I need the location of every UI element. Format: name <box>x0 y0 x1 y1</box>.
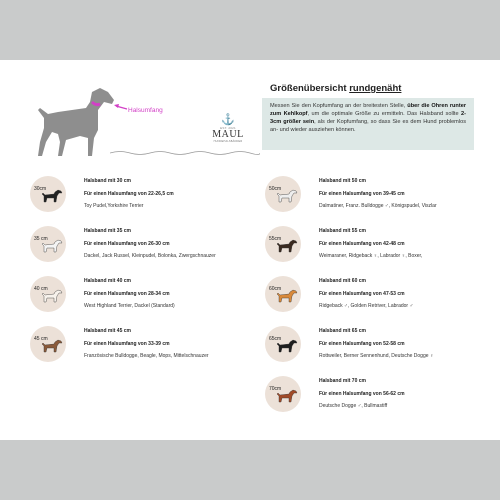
dog-icon <box>276 339 298 353</box>
size-item <box>265 326 465 370</box>
dog-silhouette-icon <box>30 80 120 160</box>
size-title: Halsband mit 55 cm <box>319 228 366 234</box>
size-breeds: Ridgeback ♂, Golden Retriver, Labrador ♂ <box>319 303 414 309</box>
size-range: Für einen Halsumfang von 28-34 cm <box>84 291 170 297</box>
size-label: 55cm <box>269 236 282 242</box>
size-title: Halsband mit 70 cm <box>319 378 366 384</box>
size-breeds: Deutsche Dogge ♂, Bullmastiff <box>319 403 388 409</box>
size-item <box>30 226 230 270</box>
size-item <box>30 276 230 320</box>
size-title: Halsband mit 40 cm <box>84 278 131 284</box>
size-title: Halsband mit 60 cm <box>319 278 366 284</box>
measuring-instructions: Messen Sie den Kopfumfang an der breitesten Stelle, über die Ohren runter zum Kehlkopf, um die optimale Größe zu ermitteln. Das Halsband sollte 2-3cm größer sein, als der Kopfumfang, so dass Sie es dem Hund problemlos an- und wieder ausziehen können. <box>270 103 466 133</box>
dog-icon <box>276 389 298 403</box>
size-range: Für einen Halsumfang von 26-30 cm <box>84 241 170 247</box>
size-title: Halsband mit 45 cm <box>84 328 131 334</box>
dog-icon <box>276 289 298 303</box>
size-breeds: Rottweiler, Berner Sennenhund, Deutsche Dogge ♀ <box>319 353 434 359</box>
size-range: Für einen Halsumfang von 22-26,5 cm <box>84 191 174 197</box>
size-title: Halsband mit 50 cm <box>319 178 366 184</box>
dog-icon <box>41 189 63 203</box>
size-breeds: Dalmatiner, Franz. Bulldogge ♂, Königspudel, Viszlar <box>319 203 437 209</box>
dog-icon <box>41 289 63 303</box>
page-title <box>270 83 401 94</box>
logo-sub: HUNDEHALSBÄNDER <box>213 140 243 143</box>
size-range: Für einen Halsumfang von 33-39 cm <box>84 341 170 347</box>
size-item <box>265 176 465 220</box>
title-main: Größenübersicht <box>270 83 347 94</box>
neck-label: Halsumfang <box>128 107 163 114</box>
size-range: Für einen Halsumfang von 56-62 cm <box>319 391 405 397</box>
size-label: 30cm <box>34 186 47 192</box>
size-breeds: Weimaraner, Ridgeback ♀, Labrador ♀, Boxer, <box>319 253 423 259</box>
size-range: Für einen Halsumfang von 52-58 cm <box>319 341 405 347</box>
size-item <box>30 176 230 220</box>
size-range: Für einen Halsumfang von 42-48 cm <box>319 241 405 247</box>
size-range: Für einen Halsumfang von 47-53 cm <box>319 291 405 297</box>
anchor-icon: ⚓ <box>221 114 235 126</box>
dog-icon <box>276 239 298 253</box>
size-range: Für einen Halsumfang von 39-45 cm <box>319 191 405 197</box>
size-label: 40 cm <box>34 286 48 292</box>
size-item <box>265 276 465 320</box>
dog-icon <box>41 339 63 353</box>
size-breeds: Dackel, Jack Russel, Kleinpudel, Bolonka, Zwergschnauzer <box>84 253 216 259</box>
measuring-info-box <box>262 98 474 150</box>
dog-icon <box>276 189 298 203</box>
size-label: 65cm <box>269 336 282 342</box>
logo-est: EST. 2021 <box>220 126 236 130</box>
size-label: 35 cm <box>34 236 48 242</box>
arrow-icon <box>112 102 128 112</box>
size-label: 60cm <box>269 286 282 292</box>
size-breeds: Französische Bulldogge, Beagle, Mops, Mittelschnauzer <box>84 353 209 359</box>
size-label: 50cm <box>269 186 282 192</box>
size-chart-page <box>0 60 500 440</box>
size-label: 45 cm <box>34 336 48 342</box>
size-label: 70cm <box>269 386 282 392</box>
size-breeds: West Highland Terrier, Dackel (Standard) <box>84 303 175 309</box>
title-underlined: rundgenäht <box>349 83 402 94</box>
logo-brand: MAUL <box>212 129 244 140</box>
size-item <box>30 326 230 370</box>
size-breeds: Toy Pudel,Yorkshire Terrier <box>84 203 144 209</box>
size-item <box>265 226 465 270</box>
size-title: Halsband mit 35 cm <box>84 228 131 234</box>
size-item <box>265 376 465 420</box>
size-title: Halsband mit 30 cm <box>84 178 131 184</box>
wave-divider <box>110 148 260 158</box>
dog-icon <box>41 239 63 253</box>
size-title: Halsband mit 65 cm <box>319 328 366 334</box>
